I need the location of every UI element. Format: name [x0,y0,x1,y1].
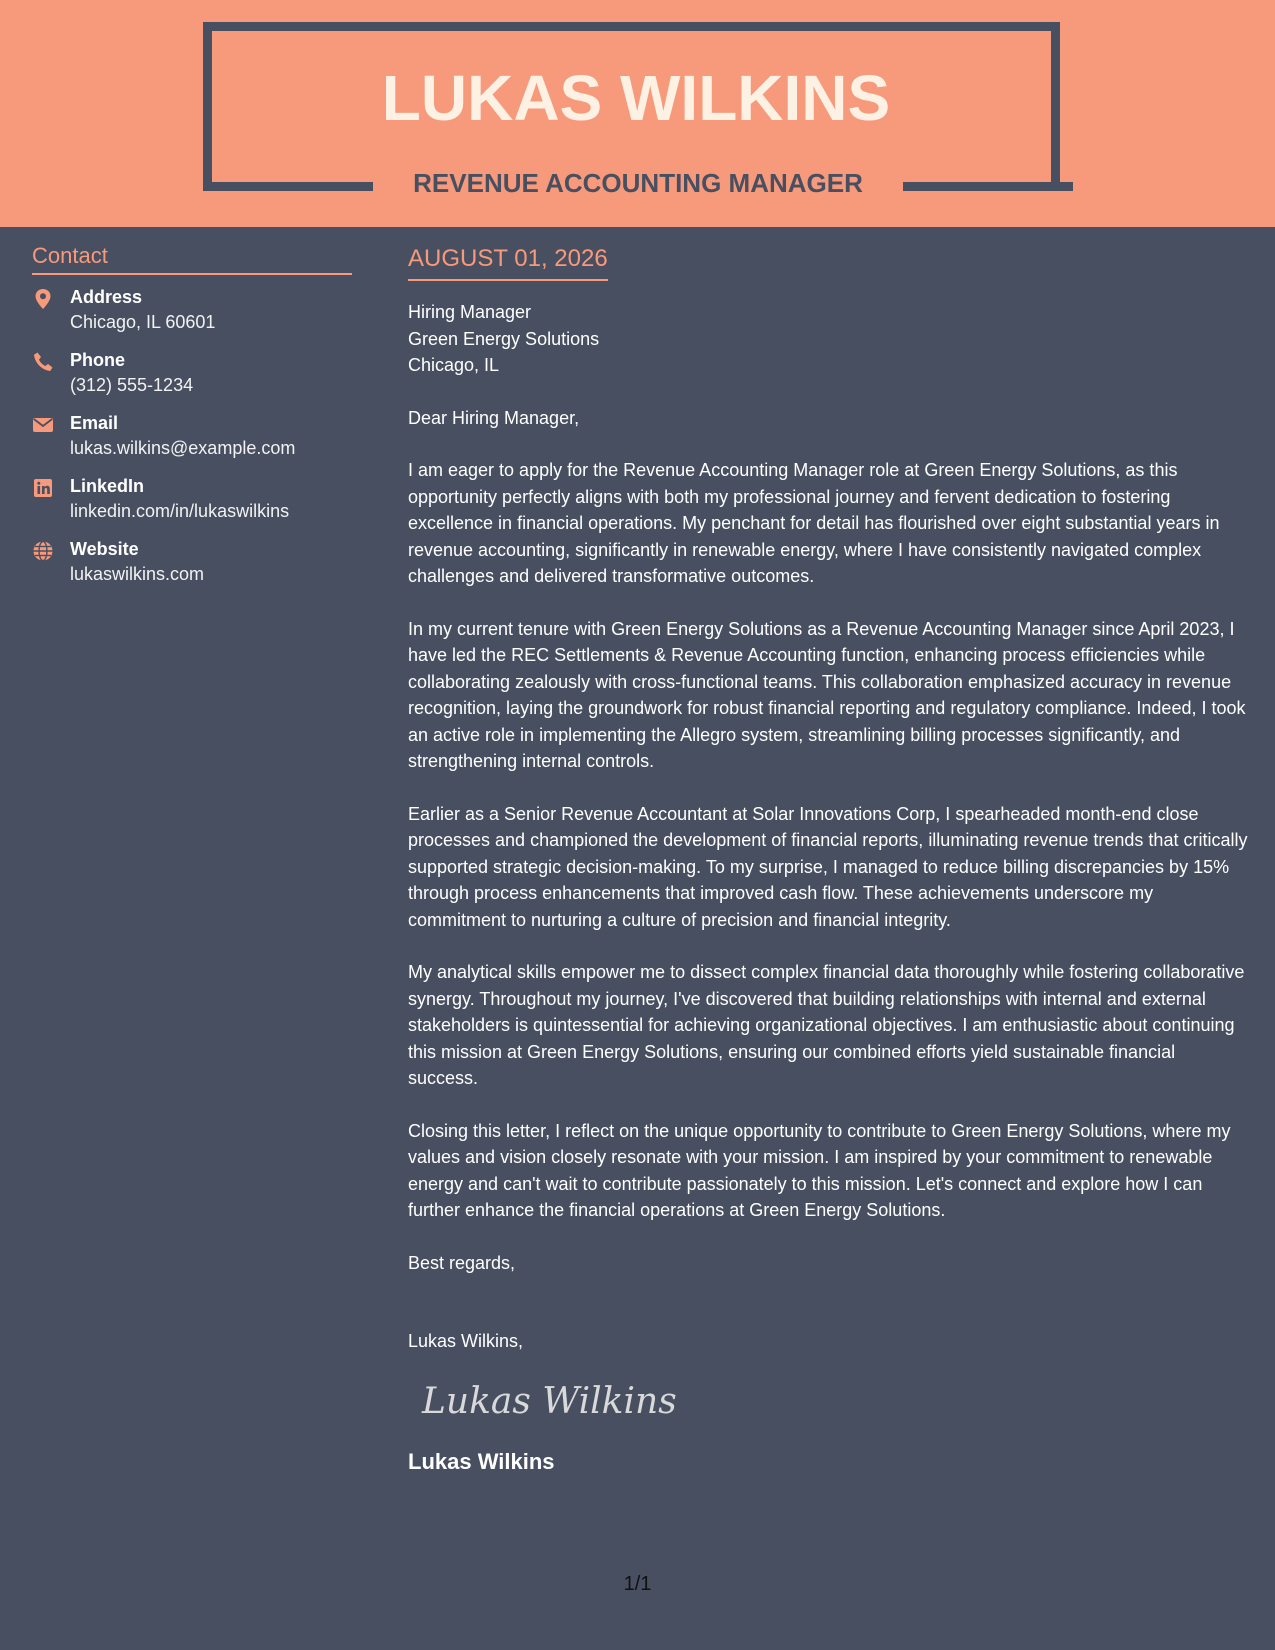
contact-sidebar [32,241,352,600]
contact-label: Address [70,287,143,307]
recipient-line: Green Energy Solutions [408,328,600,349]
contact-value: lukas.wilkins@example.com [70,438,296,458]
closing: Best regards, [408,1252,516,1273]
letter-paragraph: My analytical skills empower me to dissect complex financial data thoroughly while fostering collaborative synergy. Throughout my journey, I've discovered that building relationships with internal and external stakeholders is quintessential for achieving organizational objectives. I am enthusiastic about continuing this mission at Green Energy Solutions, ensuring our combined efforts yield sustainable financial success. [408,962,1245,1088]
contact-item-phone [32,348,352,411]
contact-value: linkedin.com/in/lukaswilkins [70,501,290,521]
contact-label: LinkedIn [70,476,145,496]
recipient-line: Chicago, IL [408,355,500,375]
handwritten-signature: Lukas Wilkins [422,1380,677,1422]
header-frame-bottom-right [903,182,1073,191]
contact-list [32,285,352,600]
header-banner [0,0,1275,227]
header-frame-bottom-left [203,182,373,191]
globe-icon [32,540,54,562]
candidate-name: LUKAS WILKINS [381,62,891,134]
contact-label: Phone [70,350,126,370]
contact-item-email [32,411,352,474]
recipient-line: Hiring Manager [408,302,532,322]
contact-value: lukaswilkins.com [70,564,205,584]
page-number: 1/1 [623,1573,652,1595]
contact-item-website [32,537,352,600]
letter-date: AUGUST 01, 2026 [408,243,608,281]
signer-name: Lukas Wilkins [408,1448,555,1474]
contact-value: (312) 555-1234 [70,375,194,395]
contact-label: Website [70,539,139,559]
letter-paragraph: Closing this letter, I reflect on the unique opportunity to contribute to Green Energy Solutions, where my values and vision closely resonate with your mission. I am inspired by your commitment to renewable energy and can't wait to contribute passionately to this mission. Let's connect and explore how I can further enhance the financial operations at Green Energy Solutions. [408,1120,1231,1220]
letter-paragraph: In my current tenure with Green Energy Solutions as a Revenue Accounting Manager since April 2023, I have led the REC Settlements & Revenue Accounting function, enhancing process efficiencies while collaborating zealously with cross-functional teams. This collaboration emphasized accuracy in revenue recognition, laying the groundwork for robust financial reporting and regulatory compliance. Indeed, I took an active role in implementing the Allegro system, streamlining billing processes significantly, and strengthening internal controls. [408,618,1246,771]
salutation: Dear Hiring Manager, [408,407,580,428]
contact-item-address [32,285,352,348]
contact-value: Chicago, IL 60601 [70,312,216,332]
contact-label: Email [70,413,119,433]
contact-heading: Contact [32,241,352,275]
signoff: Lukas Wilkins, [408,1331,524,1351]
linkedin-icon [32,477,54,499]
job-title: REVENUE ACCOUNTING MANAGER [413,168,863,198]
contact-item-linkedin [32,474,352,537]
recipient-block [408,299,1248,379]
letter-paragraph: I am eager to apply for the Revenue Accounting Manager role at Green Energy Solutions, as this opportunity perfectly aligns with both my professional journey and fervent dedication to fostering excellence in financial operations. My penchant for detail has flourished over eight substantial years in revenue accounting, significantly in renewable energy, where I have consistently navigated complex challenges and delivered transformative outcomes. [408,460,1220,586]
letter-body [408,243,1248,1477]
envelope-icon [32,414,54,436]
phone-icon [32,351,54,373]
map-pin-icon [32,288,54,310]
letter-paragraph: Earlier as a Senior Revenue Accountant at Solar Innovations Corp, I spearheaded month-end close processes and championed the development of financial reports, illuminating revenue trends that critically supported strategic decision-making. To my surprise, I managed to reduce billing discrepancies by 15% through process enhancements that improved cash flow. These achievements underscore my commitment to nurturing a culture of precision and financial integrity. [408,803,1248,930]
